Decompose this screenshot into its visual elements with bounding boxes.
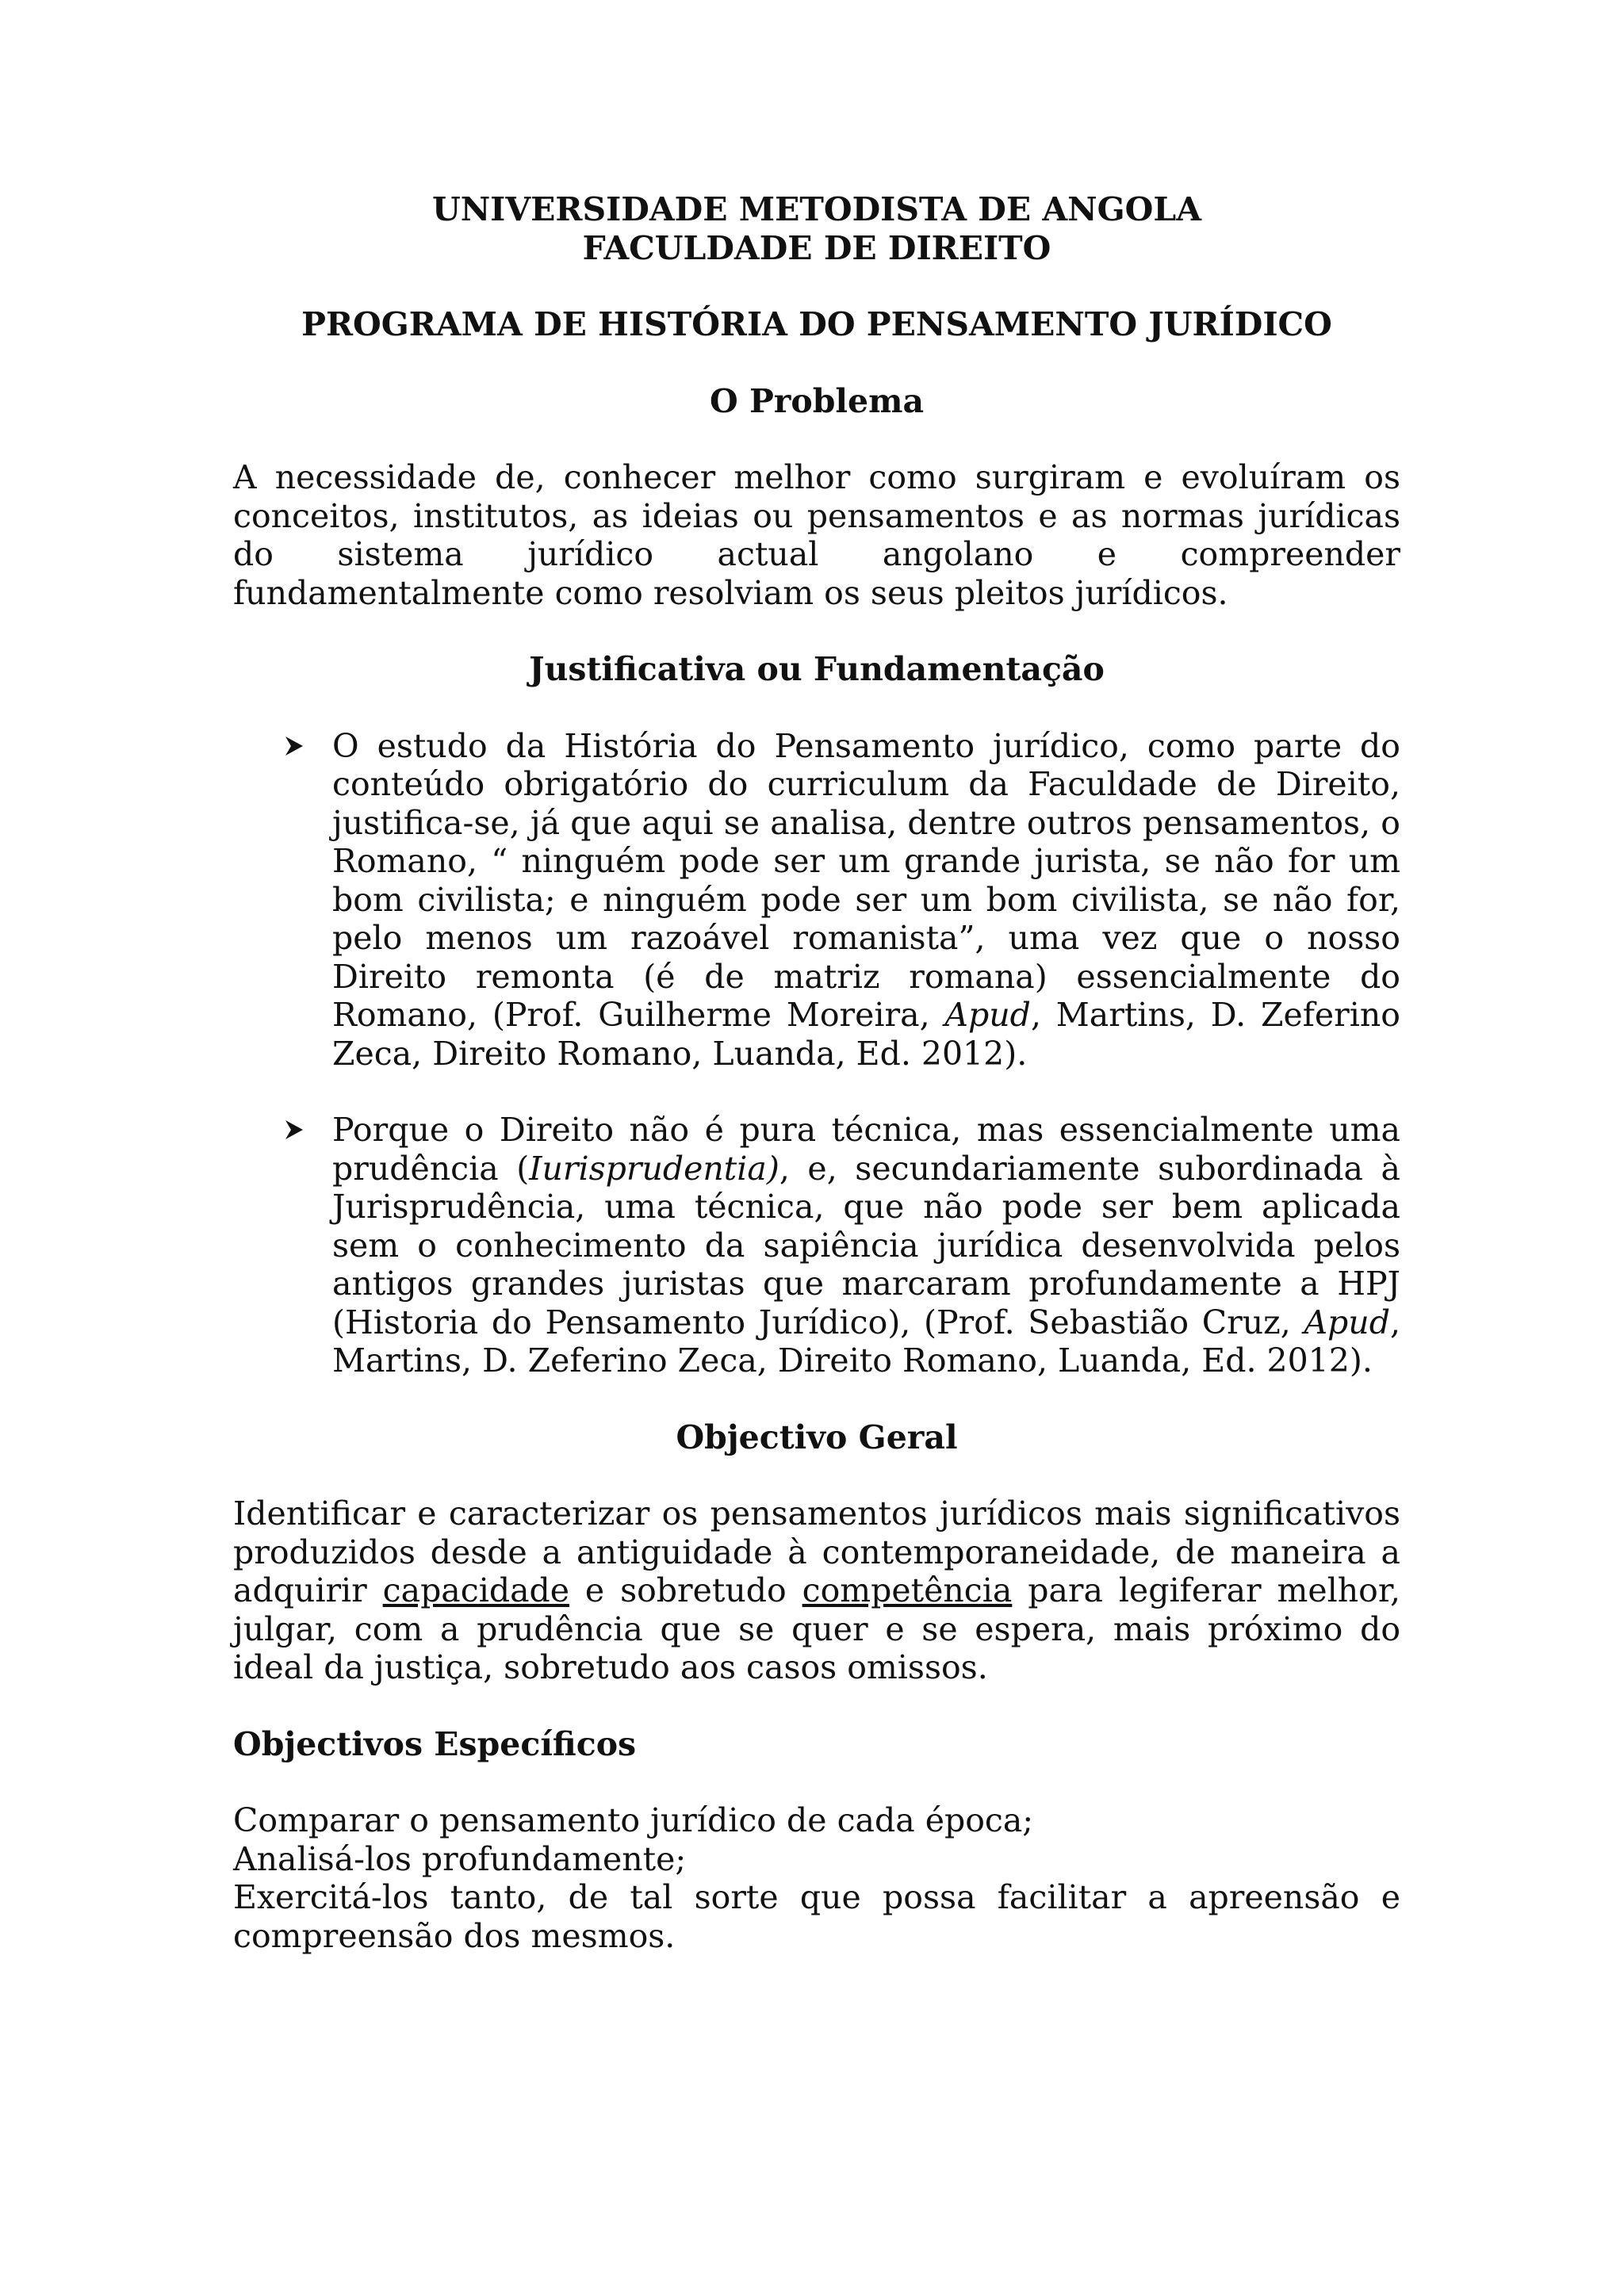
list-item [233,727,1400,1073]
arrowhead-bullet-icon [284,1119,304,1141]
program-title: PROGRAMA DE HISTÓRIA DO PENSAMENTO JURÍDICO [301,305,1332,343]
justificativa-item-1-text: O estudo da História do Pensamento jurídico, como parte do conteúdo obrigatório do curriculum da Faculdade de Direito, justifica-se, já que aqui se analisa, dentre outros pensamentos, o Romano, “ ninguém pode ser um grande jurista, se não for um bom civilista; e ninguém pode ser um bom civilista, se não for, pelo menos um razoável romanista”, uma vez que o nosso Direito remonta (é de matriz romana) essencialmente do Romano, (Prof. Guilherme Moreira, [332,726,1400,1034]
justificativa-item-2-iurisprudentia: Iurisprudentia) [529,1149,779,1188]
objectivo-especifico-line-1: Comparar o pensamento jurídico de cada época; [233,1801,1034,1839]
justificativa-item-2-text-cont: , e, secundariamente subordinada à Jurisprudência, uma técnica, que não pode ser bem aplicada sem o conhecimento da sapiência jurídica desenvolvida pelos antigos grandes juristas que marcaram profundamente a HPJ (Historia do Pensamento Jurídico), (Prof. Sebastião Cruz, [332,1149,1400,1341]
university-name: UNIVERSIDADE METODISTA DE ANGOLA [431,190,1202,228]
section-objectivos-especificos [233,1725,1400,1956]
document-page [233,190,1400,1955]
justificativa-title: Justificativa ou Fundamentação [529,650,1105,688]
objectivo-especifico-line-3: Exercitá-los tanto, de tal sorte que possa facilitar a apreensão e compreensão dos mesmos. [233,1878,1400,1955]
problema-title: O Problema [709,381,925,420]
competencia-underlined: competência [802,1571,1013,1609]
objectivo-geral-title: Objectivo Geral [676,1418,958,1456]
objectivo-geral-part2: e sobretudo [569,1571,802,1609]
objectivo-especifico-line-2: Analisá-los profundamente; [233,1839,687,1878]
justificativa-list [233,727,1400,1380]
capacidade-underlined: capacidade [382,1571,570,1609]
faculty-name: FACULDADE DE DIREITO [582,228,1051,267]
document-header [233,190,1400,267]
objectivos-especificos-title: Objectivos Específicos [233,1724,637,1763]
objectivo-geral-text [233,1494,1400,1687]
justificativa-item-1-apud: Apud [944,996,1031,1034]
justificativa-item-2-citation: , Martins, D. Zeferino Zeca, Direito Romano, Luanda, Ed. 2012). [332,1303,1400,1380]
section-problema [233,382,1400,613]
list-item [233,1111,1400,1380]
section-objectivo-geral [233,1418,1400,1687]
section-justificativa [233,650,1400,1380]
problema-text: A necessidade de, conhecer melhor como surgiram e evoluíram os conceitos, institutos, as ideias ou pensamentos e as normas jurídicas do sistema jurídico actual angolano e compreender fundamentalmente como resolviam os seus pleitos jurídicos. [233,458,1400,612]
objectivo-geral-part1: Identificar e caracterizar os pensamentos jurídicos mais significativos produzidos desde a antiguidade à contemporaneidade, de maneira a adquirir [233,1494,1400,1609]
justificativa-item-2-text: Porque o Direito não é pura técnica, mas essencialmente uma prudência ( [332,1111,1400,1188]
justificativa-item-2-apud: Apud [1304,1303,1390,1341]
objectivo-geral-part3: para legiferar melhor, julgar, com a prudência que se quer e se espera, mais próximo do ideal da justiça, sobretudo aos casos omissos. [233,1571,1400,1686]
arrowhead-bullet-icon [284,735,304,757]
justificativa-item-1-citation: , Martins, D. Zeferino Zeca, Direito Romano, Luanda, Ed. 2012). [332,996,1400,1073]
